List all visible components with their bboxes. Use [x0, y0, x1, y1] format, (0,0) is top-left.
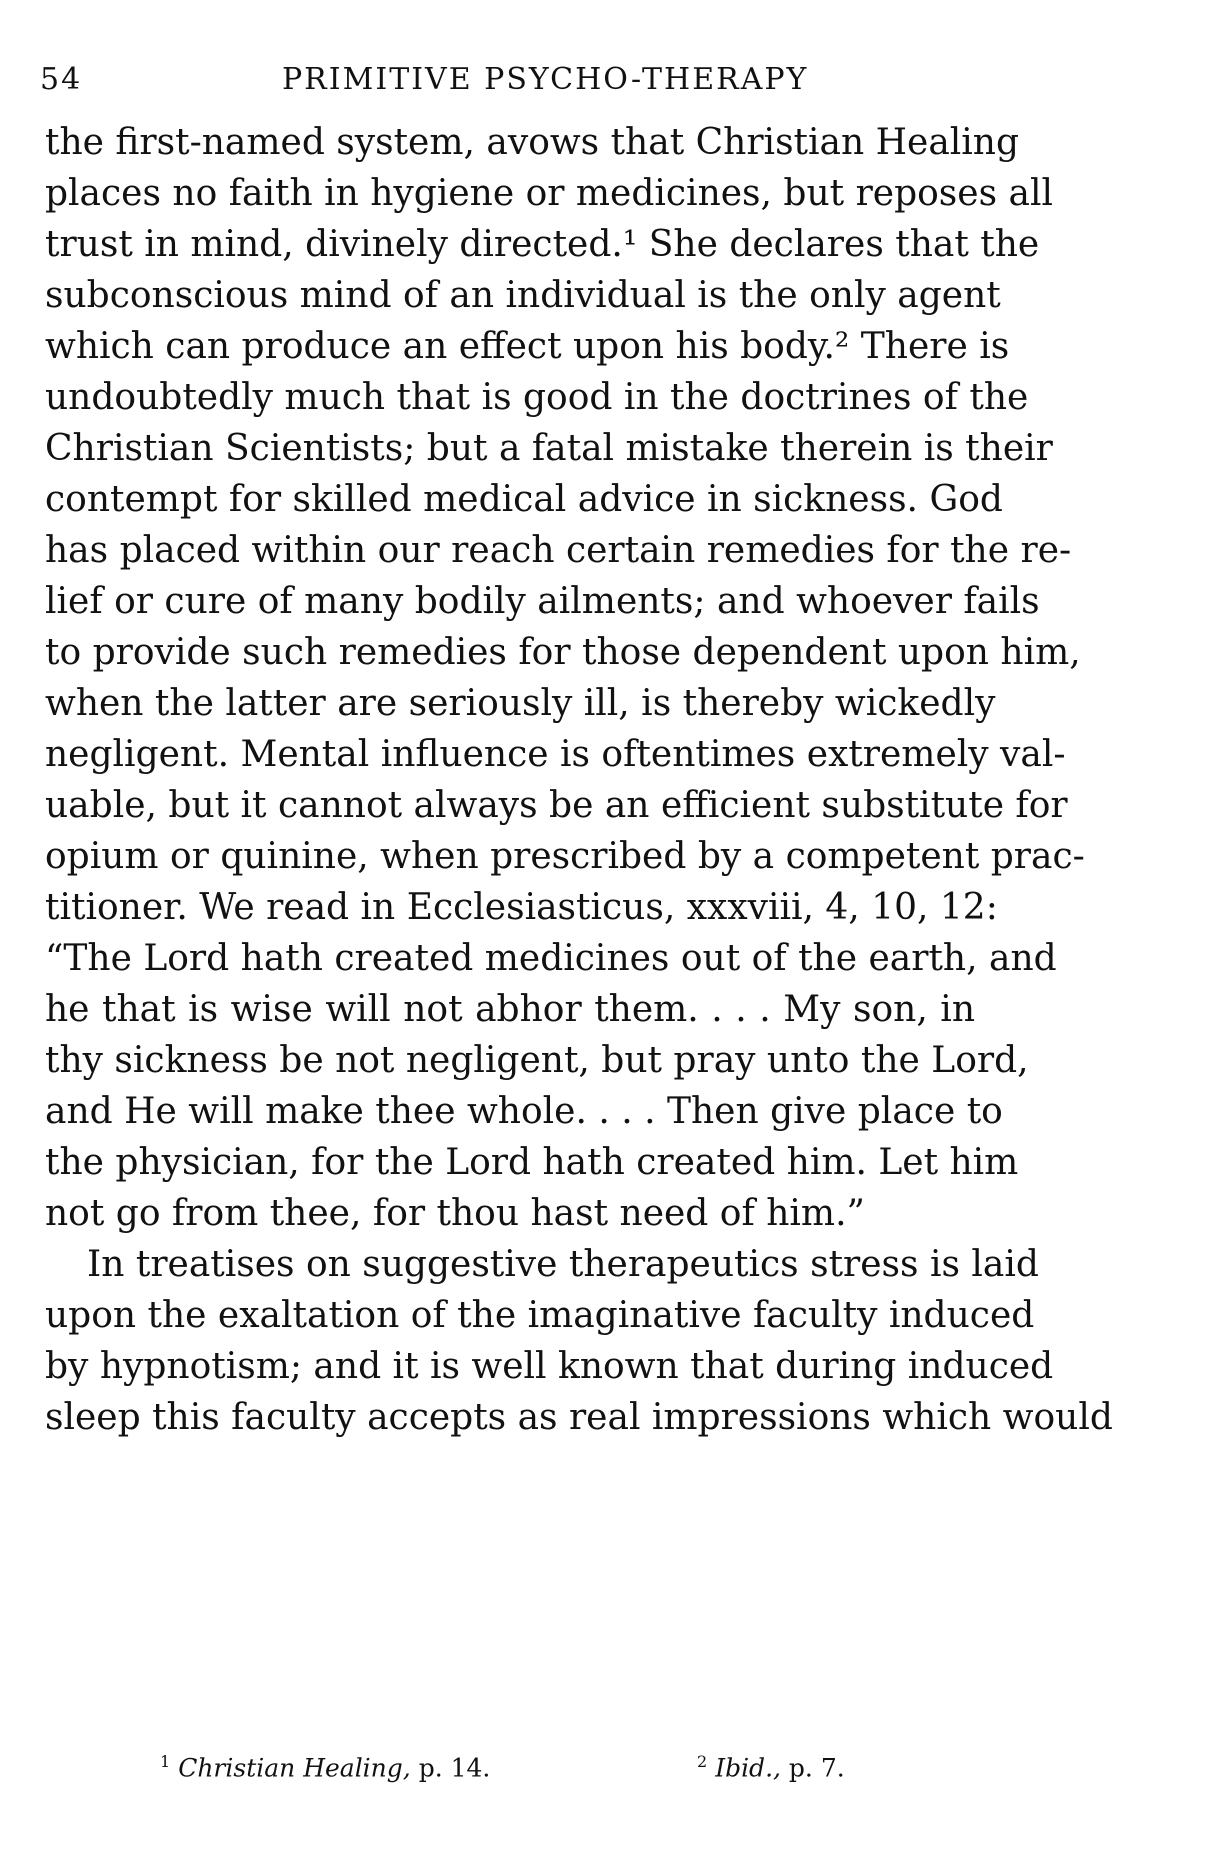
text-line: contempt for skilled medical advice in sickness. God — [45, 479, 1003, 520]
footnote-marker: 1 — [160, 1752, 171, 1771]
page-number: 54 — [40, 62, 83, 97]
text-line: trust in mind, divinely directed.¹ She declares that the — [45, 224, 1040, 265]
text-line: thy sickness be not negligent, but pray unto the Lord, — [45, 1040, 1029, 1081]
text-line: Christian Scientists; but a fatal mistake therein is their — [45, 428, 1053, 469]
text-line: which can produce an effect upon his body.² There is — [45, 326, 1010, 367]
text-line: to provide such remedies for those dependent upon him, — [45, 632, 1081, 673]
running-head — [40, 62, 1020, 106]
text-line: opium or quinine, when prescribed by a competent prac- — [45, 836, 1085, 877]
footnote — [697, 1752, 845, 1782]
text-line: subconscious mind of an individual is the only agent — [45, 275, 1001, 316]
footnote-source-title: Christian Healing, — [178, 1753, 411, 1783]
text-line: “The Lord hath created medicines out of the earth, and — [45, 938, 1057, 979]
text-line: the physician, for the Lord hath created him. Let him — [45, 1142, 1019, 1183]
footnote-source-title: Ibid., — [715, 1753, 781, 1783]
text-line: uable, but it cannot always be an efficient substitute for — [45, 785, 1068, 826]
paragraph — [45, 1239, 1113, 1443]
text-line: he that is wise will not abhor them. . . . My son, in — [45, 989, 975, 1030]
footnote-page-ref: p. 14. — [418, 1753, 491, 1783]
text-line: when the latter are seriously ill, is thereby wickedly — [45, 683, 996, 724]
text-line: negligent. Mental influence is oftentimes extremely val- — [45, 734, 1066, 775]
text-line: has placed within our reach certain remedies for the re- — [45, 530, 1072, 571]
text-line: by hypnotism; and it is well known that during induced — [45, 1346, 1054, 1387]
paragraph — [45, 117, 1085, 1239]
text-line: lief or cure of many bodily ailments; and whoever fails — [45, 581, 1040, 622]
text-line: In treatises on suggestive therapeutics stress is laid — [87, 1244, 1039, 1285]
footnote-page-ref: p. 7. — [788, 1753, 845, 1783]
text-line: sleep this faculty accepts as real impressions which would — [45, 1397, 1113, 1438]
text-line: the first-named system, avows that Christian Healing — [45, 122, 1020, 163]
text-line: places no faith in hygiene or medicines, but reposes all — [45, 173, 1053, 214]
footnote — [160, 1752, 490, 1782]
text-line: titioner. We read in Ecclesiasticus, xxxviii, 4, 10, 12: — [45, 887, 998, 928]
text-line: undoubtedly much that is good in the doctrines of the — [45, 377, 1029, 418]
text-line: not go from thee, for thou hast need of him.” — [45, 1193, 865, 1234]
footnotes — [160, 1752, 1020, 1792]
body-text — [45, 117, 1113, 1443]
running-title: PRIMITIVE PSYCHO-THERAPY — [282, 62, 809, 97]
text-line: and He will make thee whole. . . . Then give place to — [45, 1091, 1003, 1132]
footnote-marker: 2 — [697, 1752, 708, 1771]
text-line: upon the exaltation of the imaginative faculty induced — [45, 1295, 1035, 1336]
